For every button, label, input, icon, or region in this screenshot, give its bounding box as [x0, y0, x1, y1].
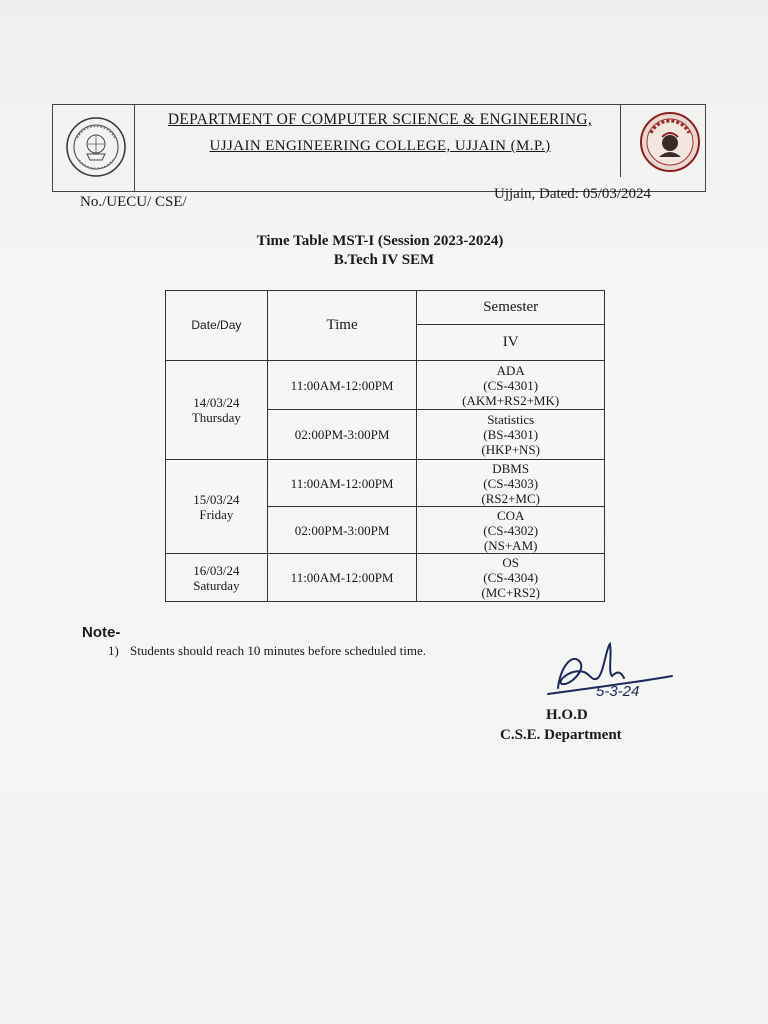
- day-date: 15/03/24: [193, 491, 240, 507]
- subject-name: COA: [496, 507, 525, 523]
- table-row: [166, 460, 605, 507]
- header-date-day: Date/Day: [166, 291, 268, 361]
- header-time: Time: [267, 291, 417, 361]
- subject-name: DBMS: [492, 460, 530, 476]
- timetable: [165, 290, 605, 602]
- note-item-text: Students should reach 10 minutes before scheduled time.: [130, 643, 427, 658]
- letterhead-divider-left: [134, 105, 135, 191]
- header-semester: Semester: [417, 291, 605, 325]
- table-header-row: [166, 291, 605, 325]
- reference-number: No./UECU/ CSE/: [80, 194, 187, 210]
- subject-faculty: (MC+RS2): [481, 585, 540, 600]
- subject-faculty: (RS2+MC): [481, 490, 540, 506]
- college-seal-icon: [65, 116, 127, 178]
- department-title: DEPARTMENT OF COMPUTER SCIENCE & ENGINEERING,: [167, 111, 593, 128]
- time-cell: 11:00AM-12:00PM: [267, 460, 417, 507]
- day-cell: [166, 554, 268, 602]
- subject-code: (CS-4304): [483, 570, 539, 585]
- subject-name: Statistics: [487, 412, 535, 427]
- college-title: UJJAIN ENGINEERING COLLEGE, UJJAIN (M.P.): [209, 138, 551, 154]
- letterhead-divider-right: [620, 105, 621, 177]
- subject-faculty: (HKP+NS): [481, 442, 540, 457]
- subject-cell: [417, 410, 605, 460]
- day-name: Friday: [199, 506, 234, 522]
- subject-name: OS: [502, 555, 519, 570]
- subject-code: (BS-4301): [483, 427, 539, 442]
- table-row: [166, 554, 605, 602]
- note-item: [108, 643, 426, 659]
- table-row: [166, 361, 605, 410]
- time-cell: 02:00PM-3:00PM: [267, 410, 417, 460]
- day-name: Thursday: [191, 410, 241, 425]
- subject-cell: [417, 361, 605, 410]
- letterhead: [52, 104, 706, 192]
- day-cell: [166, 361, 268, 460]
- subject-cell: [417, 554, 605, 602]
- timetable-subtitle: B.Tech IV SEM: [333, 252, 435, 268]
- subject-cell: [417, 460, 605, 507]
- subject-cell: [417, 507, 605, 554]
- time-cell: 02:00PM-3:00PM: [267, 507, 417, 554]
- time-cell: 11:00AM-12:00PM: [267, 554, 417, 602]
- document-date: Ujjain, Dated: 05/03/2024: [494, 186, 652, 202]
- subject-code: (CS-4301): [483, 377, 539, 393]
- subject-code: (CS-4302): [483, 522, 539, 538]
- hod-signature-icon: [540, 638, 680, 702]
- time-cell: 11:00AM-12:00PM: [267, 361, 417, 410]
- note-label: Note-: [82, 624, 121, 641]
- day-date: 14/03/24: [193, 395, 240, 410]
- signatory-title: H.O.D: [546, 707, 588, 723]
- svg-text:5-3-24: 5-3-24: [596, 683, 640, 700]
- university-emblem-icon: [639, 111, 701, 173]
- subject-faculty: (NS+AM): [483, 537, 538, 553]
- subject-faculty: (AKM+RS2+MK): [462, 392, 560, 408]
- timetable-title: Time Table MST-I (Session 2023-2024): [256, 233, 504, 249]
- note-item-number: 1): [108, 643, 119, 658]
- header-semester-value: IV: [417, 325, 605, 361]
- day-name: Saturday: [193, 577, 240, 593]
- day-cell: [166, 460, 268, 554]
- subject-name: ADA: [496, 362, 525, 378]
- subject-code: (CS-4303): [483, 475, 539, 491]
- signatory-department: C.S.E. Department: [500, 727, 622, 743]
- day-date: 16/03/24: [193, 562, 240, 578]
